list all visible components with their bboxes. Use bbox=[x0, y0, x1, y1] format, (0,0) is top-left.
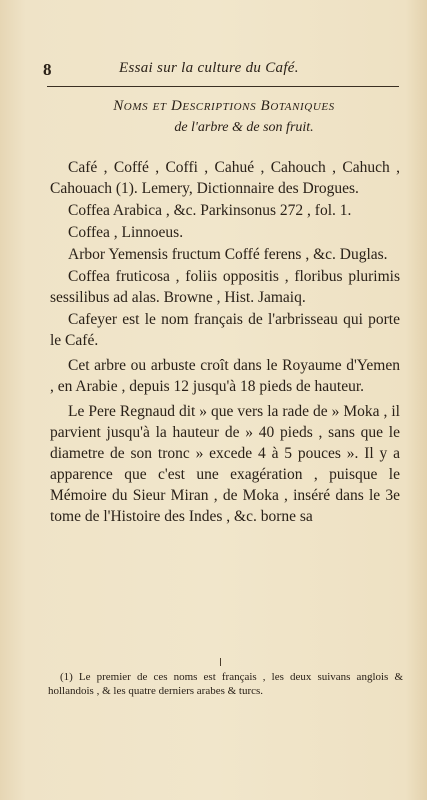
running-head bbox=[43, 60, 403, 80]
section-heading bbox=[48, 95, 400, 139]
paragraph-synonyms: Café , Coffé , Coffi , Cahué , Cahouch , Cahuch , Cahouach (1). Lemery, Dictionnaire des Drogues. bbox=[50, 159, 400, 197]
section-heading-sub: de l'arbre & de son fruit. bbox=[174, 120, 314, 135]
paragraph-linnaeus: Coffea , Linnoeus. bbox=[68, 224, 184, 241]
paragraph-browne: Coffea fruticosa , foliis oppositis , floribus plurimis sessilibus ad alas. Browne , Hist. Jamaiq. bbox=[50, 268, 400, 306]
section-heading-main: Noms et Descriptions Botaniques bbox=[113, 98, 335, 114]
paragraph-cafeyer: Cafeyer est le nom français de l'arbrisseau qui porte le Café. bbox=[50, 311, 400, 349]
header-rule bbox=[47, 86, 399, 87]
footnote-text: (1) Le premier de ces noms est français , les deux suivans anglois & hollandois , & les quatre derniers arabes & turcs. bbox=[48, 671, 403, 697]
paragraph-douglas: Arbor Yemensis fructum Coffé ferens , &c. Duglas. bbox=[68, 246, 388, 263]
running-title: Essai sur la culture du Café. bbox=[119, 60, 299, 76]
paragraph-regnaud: Le Pere Regnaud dit » que vers la rade de » Moka , il parvient jusqu'à la hauteur de » 40 pieds , sans que le diametre de son tronc » excede 4 à 5 pouces ». Il y a apparence que c'est une exagération , puisque le Mémoire du Sieur Miran , de Moka , inséré dans le 3e tome de l'Histoire des Indes , &c. borne sa bbox=[50, 403, 400, 525]
paragraph-yemen: Cet arbre ou arbuste croît dans le Royaume d'Yemen , en Arabie , depuis 12 jusqu'à 18 pieds de hauteur. bbox=[50, 357, 400, 395]
paragraph-parkinson: Coffea Arabica , &c. Parkinsonus 272 , fol. 1. bbox=[68, 202, 352, 219]
page-number: 8 bbox=[43, 60, 52, 79]
body-text bbox=[50, 157, 400, 527]
footnote-separator bbox=[220, 658, 227, 666]
footnote bbox=[48, 670, 403, 698]
